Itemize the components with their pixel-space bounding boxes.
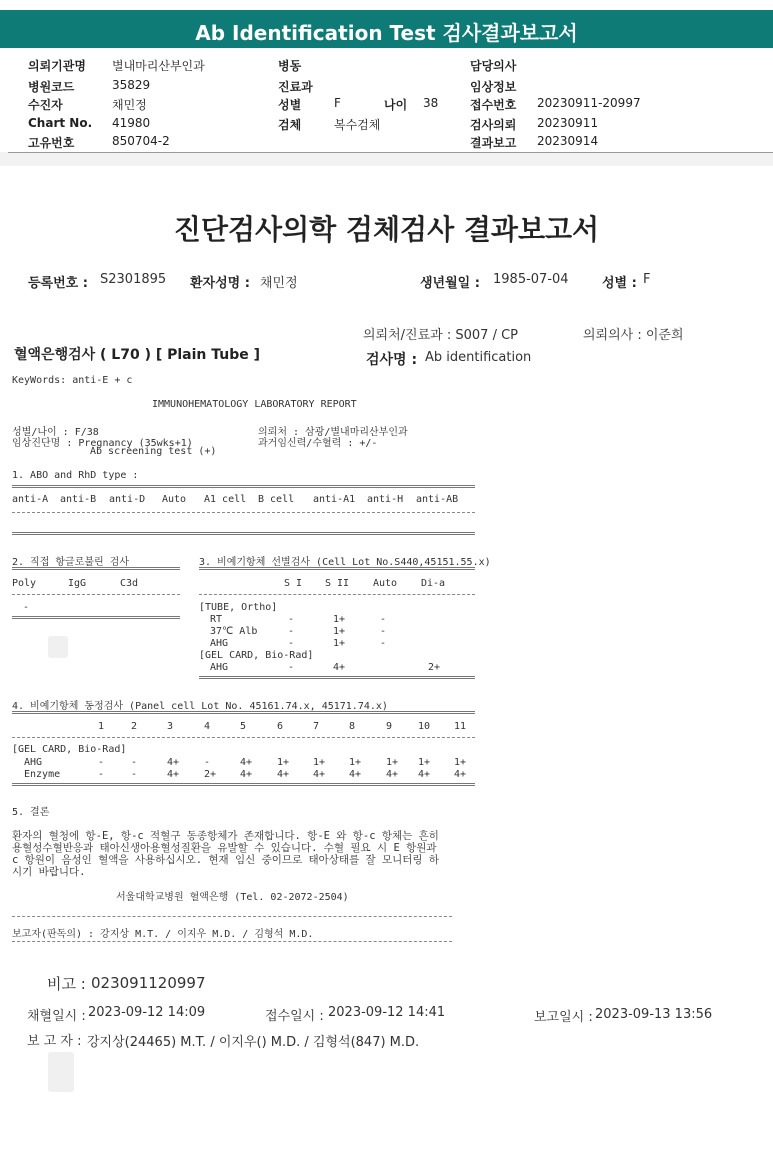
hospital-code-value: 35829: [112, 78, 151, 92]
section-3-rule-mid: [199, 594, 475, 595]
panel-row-label: Enzyme: [24, 769, 61, 780]
dat-col: C3d: [120, 578, 139, 589]
screen-col: S II: [325, 578, 350, 589]
section-2-title: 2. 직접 항글로불린 검사: [12, 557, 130, 568]
section-3-title: 3. 비예기항체 선별검사 (Cell Lot No.S440,45151.55.x): [199, 557, 491, 568]
dat-col: Poly: [12, 578, 37, 589]
sex-value: F: [334, 96, 341, 110]
screen-cell: -: [380, 614, 387, 625]
panel-group-label: [GEL CARD, Bio-Rad]: [12, 744, 127, 755]
abo-col: anti-A: [12, 494, 49, 505]
report-sex-label: 성별 :: [602, 276, 637, 291]
clinical-label: 임상정보: [470, 80, 517, 94]
panel-col-number: 10: [418, 721, 431, 732]
section-4-rule-bottom: [12, 783, 475, 786]
section-4-rule-mid: [12, 737, 475, 738]
referrer-line: 의뢰처 : 삼광/별내마리산부인과: [258, 427, 408, 438]
redacted-mark: [48, 636, 68, 658]
sex-label: 성별: [278, 98, 302, 112]
panel-cell: -: [131, 757, 138, 768]
section-1-rule-top: [12, 485, 475, 488]
header-rule: [8, 152, 773, 153]
diagnosis-line: 임상진단명 : Pregnancy (35wks+1): [12, 438, 193, 449]
diagnosis-line-2: Ab screening test (+): [90, 446, 217, 457]
dat-value: -: [23, 602, 30, 613]
abo-col: anti-H: [367, 494, 404, 505]
report-value: 20230914: [537, 134, 599, 148]
dat-col: IgG: [68, 578, 87, 589]
panel-cell: 4+: [167, 757, 180, 768]
report-label: 결과보고: [470, 136, 517, 150]
screen-row-label: RT: [210, 614, 223, 625]
section-2-rule-mid: [12, 594, 180, 595]
section-2-rule: [12, 567, 180, 570]
panel-cell: -: [131, 769, 138, 780]
receipt-label: 접수번호: [470, 98, 517, 112]
panel-cell: 4+: [240, 757, 253, 768]
screen-cell: 1+: [333, 626, 346, 637]
header-separator: [0, 152, 773, 166]
reporter-rule-top: [12, 916, 452, 917]
reporter-rule-bottom: [12, 941, 452, 942]
screen-cell: -: [380, 638, 387, 649]
screen-cell: 4+: [333, 662, 346, 673]
note-value: 023091120997: [91, 974, 206, 992]
section-5-title: 5. 결론: [12, 807, 50, 818]
name-value: 채민정: [260, 276, 298, 291]
abo-col: anti-B: [60, 494, 97, 505]
abo-col: anti-A1: [313, 494, 356, 505]
dept-line: 의뢰처/진료과 : S007 / CP: [363, 328, 518, 343]
panel-cell: -: [204, 757, 211, 768]
section-1-rule-mid: [12, 512, 475, 513]
panel-cell: 1+: [277, 757, 290, 768]
screen-row-label: 37℃ Alb: [210, 626, 258, 637]
id-label: 고유번호: [28, 136, 75, 150]
clinic-label: 의뢰기관명: [28, 59, 86, 73]
panel-col-number: 6: [277, 721, 284, 732]
ward-label: 병동: [278, 59, 302, 73]
panel-cell: 4+: [454, 769, 467, 780]
chart-value: 41980: [112, 116, 151, 130]
specimen-label: 검체: [278, 118, 302, 132]
screen-cell: -: [288, 626, 295, 637]
section-4-rule: [12, 711, 475, 714]
panel-col-number: 8: [349, 721, 356, 732]
section-3-rule: [199, 567, 475, 570]
screen-cell: -: [288, 662, 295, 673]
test-label: 검사명 :: [366, 352, 418, 368]
keywords: KeyWords: anti-E + c: [12, 375, 133, 386]
screen-cell: 1+: [333, 614, 346, 625]
panel-cell: 1+: [418, 757, 431, 768]
chart-label: Chart No.: [28, 116, 93, 130]
panel-col-number: 7: [313, 721, 320, 732]
note-label: 비고 :: [47, 975, 86, 993]
signer-label: 보 고 자 :: [27, 1034, 82, 1049]
abo-col: anti-D: [109, 494, 146, 505]
screen-row-label: AHG: [210, 662, 229, 673]
name-label: 환자성명 :: [190, 276, 250, 291]
doctor-label: 담당의사: [470, 59, 517, 73]
section-3-rule-bottom: [199, 676, 475, 679]
panel-cell: 4+: [277, 769, 290, 780]
panel-col-number: 11: [454, 721, 467, 732]
panel-col-number: 1: [98, 721, 105, 732]
panel-cell: -: [98, 757, 105, 768]
panel-cell: 4+: [313, 769, 326, 780]
panel-cell: 1+: [349, 757, 362, 768]
panel-cell: 2+: [204, 769, 217, 780]
history-line: 과거임신력/수혈력 : +/-: [258, 438, 378, 449]
abo-col: B cell: [258, 494, 295, 505]
hospital-code-label: 병원코드: [28, 80, 75, 94]
patient-value: 채민정: [112, 98, 147, 112]
panel-cell: 4+: [240, 769, 253, 780]
section-2-rule-bottom: [12, 616, 180, 619]
screen-col: Di-a: [421, 578, 446, 589]
panel-cell: 4+: [349, 769, 362, 780]
screen-cell: 2+: [428, 662, 441, 673]
screen-cell: -: [288, 638, 295, 649]
received-value: 2023-09-12 14:41: [328, 1005, 446, 1020]
received-label: 접수일시 :: [265, 1009, 324, 1024]
request-label: 검사의뢰: [470, 118, 517, 132]
collected-value: 2023-09-12 14:09: [88, 1005, 206, 1020]
panel-col-number: 3: [167, 721, 174, 732]
signature-mark: [48, 1052, 74, 1092]
id-value: 850704-2: [112, 134, 170, 148]
panel-cell: 4+: [386, 769, 399, 780]
specimen-value: 복수검체: [334, 118, 381, 132]
age-value: 38: [423, 96, 439, 110]
patient-label: 수진자: [28, 98, 63, 112]
doctor-line: 의뢰의사 : 이준희: [583, 328, 684, 343]
abo-col: A1 cell: [204, 494, 247, 505]
panel-row-label: AHG: [24, 757, 43, 768]
screen-col: S I: [284, 578, 303, 589]
panel-cell: 4+: [418, 769, 431, 780]
page-title: Ab Identification Test 검사결과보고서: [195, 21, 578, 45]
sex-age-line: 성별/나이 : F/38: [12, 427, 99, 438]
section-1-title: 1. ABO and RhD type :: [12, 470, 139, 481]
screen-col: Auto: [373, 578, 398, 589]
age-label: 나이: [384, 98, 408, 112]
title-bar: [0, 10, 773, 48]
report-sex-value: F: [643, 272, 651, 287]
section-1-rule-bottom: [12, 532, 475, 535]
panel-cell: 1+: [386, 757, 399, 768]
panel-col-number: 4: [204, 721, 211, 732]
section-title: 혈액은행검사 ( L70 ) [ Plain Tube ]: [14, 347, 261, 363]
screen-row-label: AHG: [210, 638, 229, 649]
section-4-title: 4. 비예기항체 동정검사 (Panel cell Lot No. 45161.74.x, 45171.74.x): [12, 701, 388, 712]
dob-value: 1985-07-04: [493, 272, 569, 287]
conclusion-line: c 항원이 음성인 혈액을 사용하십시오. 현재 임신 중이므로 태아상태를 잘 모니터링 하: [12, 854, 440, 866]
request-value: 20230911: [537, 116, 599, 130]
collected-label: 채혈일시 :: [27, 1009, 86, 1024]
reported-label: 보고일시 :: [534, 1010, 593, 1025]
panel-cell: -: [98, 769, 105, 780]
receipt-value: 20230911-20997: [537, 96, 641, 110]
reg-label: 등록번호 :: [28, 276, 88, 291]
reporters-line: 보고자(판독의) : 강지상 M.T. / 이지우 M.D. / 김형석 M.D.: [12, 929, 314, 940]
conclusion-line: 용혈성수혈반응과 태아신생아용혈성질환을 유발할 수 있습니다. 수혈 필요 시 E 항원과: [12, 842, 437, 854]
panel-col-number: 5: [240, 721, 247, 732]
dept-label: 진료과: [278, 80, 313, 94]
reported-value: 2023-09-13 13:56: [595, 1007, 713, 1022]
signer-value: 강지상(24465) M.T. / 이지우() M.D. / 김형석(847) M.D.: [87, 1035, 420, 1050]
panel-cell: 1+: [313, 757, 326, 768]
conclusion-line: 환자의 혈청에 항-E, 항-c 적혈구 동종항체가 존재합니다. 항-E 와 항-c 항체는 흔히: [12, 830, 439, 842]
blood-bank-line: 서울대학교병원 혈액은행 (Tel. 02-2072-2504): [116, 892, 349, 903]
lab-title: IMMUNOHEMATOLOGY LABORATORY REPORT: [152, 399, 357, 410]
screen-row-label: [TUBE, Ortho]: [199, 602, 278, 613]
screen-cell: 1+: [333, 638, 346, 649]
abo-col: anti-AB: [416, 494, 459, 505]
reg-value: S2301895: [100, 272, 167, 287]
screen-row-label: [GEL CARD, Bio-Rad]: [199, 650, 314, 661]
panel-cell: 4+: [167, 769, 180, 780]
screen-cell: -: [380, 626, 387, 637]
panel-cell: 1+: [454, 757, 467, 768]
dob-label: 생년월일 :: [420, 276, 480, 291]
clinic-value: 별내마리산부인과: [112, 59, 205, 73]
report-heading: 진단검사의학 검체검사 결과보고서: [173, 213, 600, 246]
abo-col: Auto: [162, 494, 187, 505]
panel-col-number: 2: [131, 721, 138, 732]
test-value: Ab identification: [425, 350, 532, 365]
screen-cell: -: [288, 614, 295, 625]
panel-col-number: 9: [386, 721, 393, 732]
conclusion-line: 시기 바랍니다.: [12, 866, 86, 878]
